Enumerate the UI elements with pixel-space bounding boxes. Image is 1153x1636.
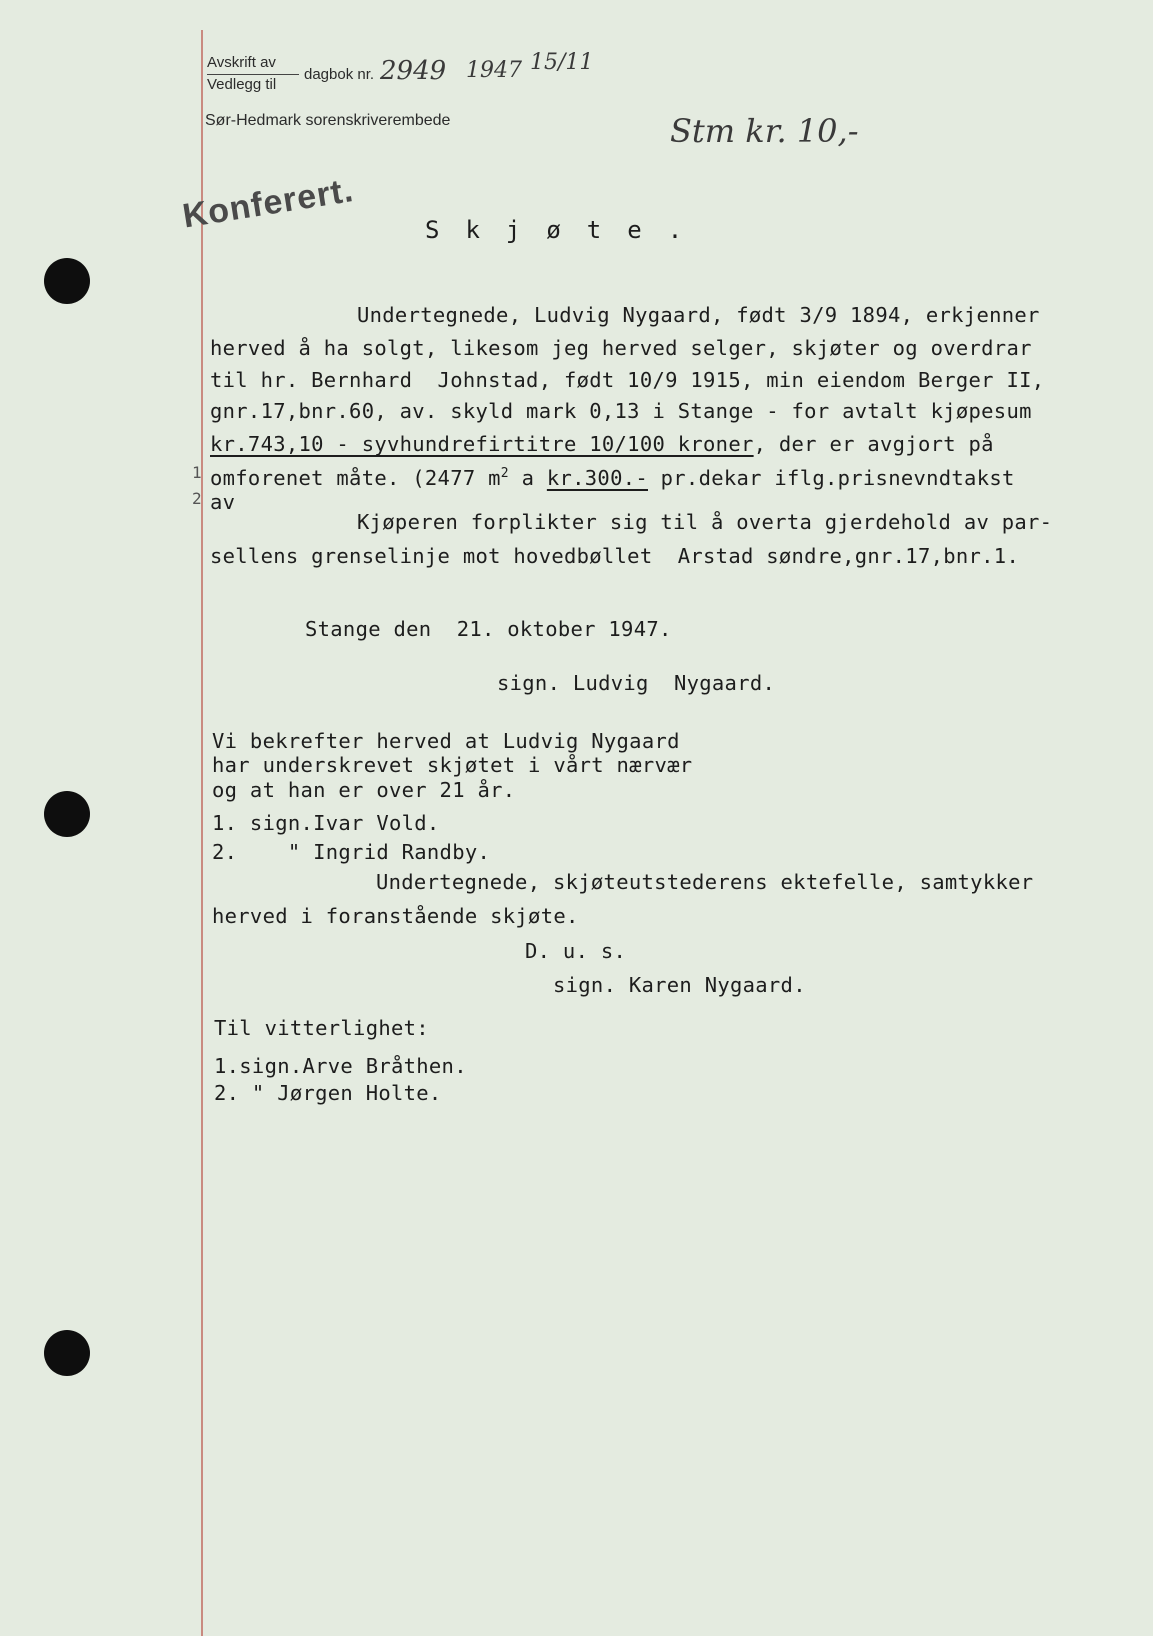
body-line: av (210, 490, 236, 514)
punch-hole-bottom (44, 1330, 90, 1376)
dus-line: D. u. s. (525, 939, 627, 963)
dagbok-date: 15/11 (530, 50, 594, 75)
witness-line: Vi bekrefter herved at Ludvig Nygaard (212, 729, 680, 753)
spouse-signature: sign. Karen Nygaard. (553, 973, 806, 997)
body-line: Undertegnede, Ludvig Nygaard, født 3/9 1894, erkjenner (357, 303, 1040, 327)
margin-note: 1 (192, 463, 202, 482)
margin-rule (201, 30, 203, 1636)
body-line: gnr.17,bnr.60, av. skyld mark 0,13 i Stange - for avtalt kjøpesum (210, 399, 1032, 423)
margin-note: 2 (192, 489, 202, 508)
vitterlighet-heading: Til vitterlighet: (214, 1016, 429, 1040)
witness-signature: 1. sign.Ivar Vold. (212, 811, 440, 835)
stamp-rule (207, 74, 299, 75)
witness-line: har underskrevet skjøtet i vårt nærvær (212, 753, 693, 777)
dagbok-label: dagbok nr. (304, 66, 375, 83)
vedlegg-label: Vedlegg til (207, 76, 277, 93)
body-text: , der er avgjort på (753, 432, 994, 456)
avskrift-label: Avskrift av (207, 54, 276, 71)
vitterlighet-witness: 2. " Jørgen Holte. (214, 1081, 442, 1105)
body-line: sellens grenselinje mot hovedbøllet Arstad søndre,gnr.17,bnr.1. (210, 544, 1020, 568)
fee-note: Stm kr. 10,- (670, 112, 859, 150)
dagbok-number: 2949 (380, 56, 447, 86)
body-text: omforenet måte. (2477 m (210, 465, 501, 490)
consent-line: Undertegnede, skjøteutstederens ektefelle, samtykker (376, 870, 1034, 894)
price-text: kr.743,10 - syvhundrefirtitre 10/100 kroner (210, 432, 754, 456)
vitterlighet-witness: 1.sign.Arve Bråthen. (214, 1054, 467, 1078)
body-line: Kjøperen forplikter sig til å overta gjerdehold av par- (357, 510, 1053, 534)
place-date: Stange den 21. oktober 1947. (305, 617, 672, 641)
body-text: a (508, 465, 547, 490)
body-line: herved å ha solgt, likesom jeg herved selger, skjøter og overdrar (210, 336, 1032, 360)
punch-hole-middle (44, 791, 90, 837)
dagbok-year: 1947 (466, 58, 522, 83)
body-line (210, 467, 1015, 488)
witness-line: og at han er over 21 år. (212, 778, 516, 802)
office-name: Sør-Hedmark sorenskriverembede (205, 112, 451, 129)
body-line: til hr. Bernhard Johnstad, født 10/9 1915, min eiendom Berger II, (210, 368, 1045, 392)
price-per-dekar: kr.300.- (546, 465, 648, 490)
konferert-stamp: Konferert. (180, 171, 357, 236)
punch-hole-top (44, 258, 90, 304)
body-line (210, 434, 994, 455)
document-title: Skjøte. (425, 216, 709, 244)
consent-line: herved i foranstående skjøte. (212, 904, 579, 928)
witness-signature: 2. " Ingrid Randby. (212, 840, 491, 864)
seller-signature: sign. Ludvig Nygaard. (497, 671, 776, 695)
superscript: 2 (500, 466, 509, 481)
body-text: pr.dekar iflg.prisnevndtakst (648, 465, 1015, 490)
